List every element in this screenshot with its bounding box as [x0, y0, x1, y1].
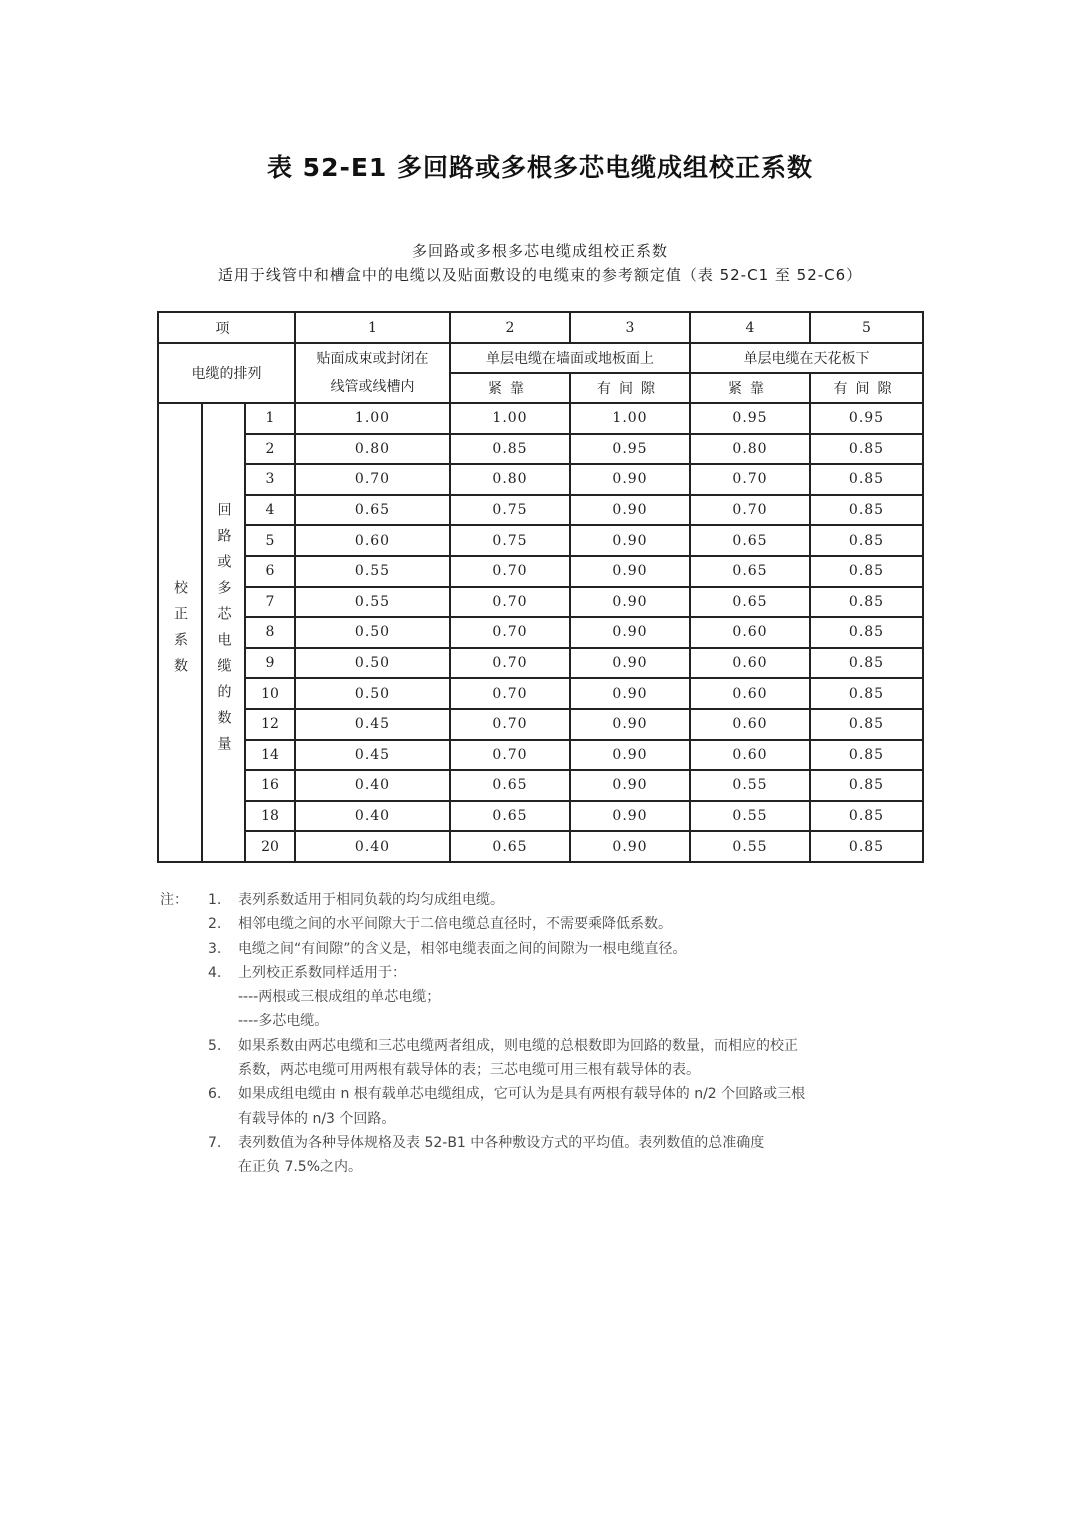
factor-cell: 0.90 — [570, 831, 690, 862]
factor-cell: 0.40 — [295, 770, 450, 801]
factor-cell: 0.65 — [295, 495, 450, 526]
factor-cell: 0.90 — [570, 464, 690, 495]
note-number — [208, 1155, 238, 1179]
factor-cell: 0.50 — [295, 678, 450, 709]
factor-cell: 0.75 — [450, 525, 570, 556]
factor-cell: 0.70 — [450, 740, 570, 771]
factor-cell: 0.65 — [690, 556, 810, 587]
factor-cell: 0.55 — [690, 770, 810, 801]
note-text: 系数，两芯电缆可用两根有载导体的表；三芯电缆可用三根有载导体的表。 — [238, 1062, 700, 1079]
notes-label: 注： — [160, 892, 188, 908]
factor-cell: 0.60 — [690, 709, 810, 740]
factor-cell: 0.90 — [570, 556, 690, 587]
wall-touching-header: 紧靠 — [450, 373, 570, 403]
cable-count: 12 — [245, 709, 295, 740]
factor-cell: 0.85 — [810, 709, 923, 740]
wall-floor-header: 单层电缆在墙面或地板面上 — [450, 343, 690, 373]
factor-cell: 0.55 — [690, 801, 810, 832]
cable-count: 8 — [245, 617, 295, 648]
cable-count: 7 — [245, 587, 295, 618]
factor-cell: 0.55 — [690, 831, 810, 862]
factor-cell: 0.70 — [295, 464, 450, 495]
note-line — [208, 888, 923, 912]
factor-cell: 0.95 — [690, 403, 810, 434]
factor-cell: 0.90 — [570, 770, 690, 801]
cable-count: 5 — [245, 525, 295, 556]
wall-spaced-header: 有间隙 — [570, 373, 690, 403]
factor-cell: 0.60 — [295, 525, 450, 556]
table-row — [158, 770, 923, 801]
note-line — [208, 937, 923, 961]
note-line — [208, 912, 923, 936]
note-line — [208, 1058, 923, 1082]
factor-cell: 0.95 — [570, 434, 690, 465]
count-label: 回路或多芯电缆的数量 — [202, 403, 245, 862]
table-row — [158, 648, 923, 679]
table-row — [158, 678, 923, 709]
factor-cell: 0.85 — [810, 464, 923, 495]
cable-count: 3 — [245, 464, 295, 495]
factor-cell: 0.80 — [690, 434, 810, 465]
factor-cell: 0.85 — [810, 587, 923, 618]
note-number — [208, 985, 238, 1009]
note-text: 表列系数适用于相同负载的均匀成组电缆。 — [238, 892, 504, 908]
factor-cell: 0.80 — [295, 434, 450, 465]
factor-cell: 0.90 — [570, 678, 690, 709]
factor-cell: 0.85 — [810, 617, 923, 648]
item-number-1: 1 — [295, 312, 450, 343]
cable-count: 18 — [245, 801, 295, 832]
factor-cell: 0.90 — [570, 648, 690, 679]
note-text: 上列校正系数同样适用于： — [238, 964, 406, 981]
cable-count: 4 — [245, 495, 295, 526]
note-number: 3. — [208, 940, 222, 957]
table-row — [158, 525, 923, 556]
table-row — [158, 831, 923, 862]
table-row — [158, 556, 923, 587]
cable-count: 1 — [245, 403, 295, 434]
factor-cell: 0.85 — [810, 740, 923, 771]
factor-cell: 1.00 — [450, 403, 570, 434]
factor-cell: 0.70 — [450, 709, 570, 740]
factor-cell: 0.90 — [570, 709, 690, 740]
note-line — [208, 1131, 923, 1155]
note-line — [208, 985, 923, 1009]
note-text: ----两根或三根成组的单芯电缆； — [238, 989, 441, 1006]
table-row — [158, 495, 923, 526]
note-line — [208, 1034, 923, 1058]
note-line — [208, 1155, 923, 1179]
note-number: 1. — [208, 892, 222, 908]
item-number-4: 4 — [690, 312, 810, 343]
note-text: 相邻电缆之间的水平间隙大于二倍电缆总直径时，不需要乘降低系数。 — [238, 916, 672, 933]
factor-cell: 0.65 — [690, 587, 810, 618]
cable-count: 16 — [245, 770, 295, 801]
factor-cell: 0.60 — [690, 617, 810, 648]
factor-cell: 0.65 — [450, 770, 570, 801]
factor-cell: 0.90 — [570, 617, 690, 648]
factor-cell: 0.85 — [810, 648, 923, 679]
item-number-3: 3 — [570, 312, 690, 343]
factor-cell: 1.00 — [570, 403, 690, 434]
item-header: 项 — [158, 312, 295, 343]
correction-factor-table — [157, 311, 924, 863]
note-text: 表列数值为各种导体规格及表 52-B1 中各种敷设方式的平均值。表列数值的总准确度 — [238, 1134, 765, 1151]
note-text: 有载导体的 n/3 个回路。 — [238, 1110, 396, 1127]
factor-cell: 0.50 — [295, 648, 450, 679]
note-line — [208, 961, 923, 985]
table-row — [158, 403, 923, 434]
factor-cell: 0.85 — [810, 678, 923, 709]
factor-cell: 0.55 — [295, 587, 450, 618]
note-line — [208, 1107, 923, 1131]
factor-cell: 0.40 — [295, 801, 450, 832]
factor-cell: 0.60 — [690, 678, 810, 709]
table-subtitle: 多回路或多根多芯电缆成组校正系数 — [411, 242, 668, 260]
factor-cell: 0.85 — [810, 434, 923, 465]
note-number: 2. — [208, 916, 222, 933]
table-row — [158, 709, 923, 740]
factor-cell: 0.65 — [450, 801, 570, 832]
factor-cell: 0.90 — [570, 495, 690, 526]
factor-cell: 0.70 — [450, 587, 570, 618]
factor-cell: 0.60 — [690, 648, 810, 679]
factor-cell: 0.90 — [570, 801, 690, 832]
factor-cell: 0.70 — [450, 617, 570, 648]
note-number: 7. — [208, 1134, 222, 1151]
factor-cell: 0.70 — [690, 495, 810, 526]
cable-count: 6 — [245, 556, 295, 587]
note-number — [208, 1107, 238, 1131]
table-row — [158, 587, 923, 618]
cable-count: 2 — [245, 434, 295, 465]
ceiling-spaced-header: 有间隙 — [810, 373, 923, 403]
factor-cell: 0.70 — [450, 556, 570, 587]
factor-cell: 0.75 — [450, 495, 570, 526]
factor-cell: 0.65 — [690, 525, 810, 556]
cable-count: 10 — [245, 678, 295, 709]
note-text: 如果系数由两芯电缆和三芯电缆两者组成，则电缆的总根数即为回路的数量，而相应的校正 — [238, 1037, 798, 1054]
arrangement-header: 电缆的排列 — [158, 343, 295, 403]
factor-cell: 0.70 — [450, 678, 570, 709]
factor-cell: 0.80 — [450, 464, 570, 495]
note-number: 6. — [208, 1086, 222, 1103]
item-number-5: 5 — [810, 312, 923, 343]
factor-cell: 0.45 — [295, 709, 450, 740]
factor-cell: 0.90 — [570, 587, 690, 618]
factor-cell: 0.90 — [570, 740, 690, 771]
cable-count: 14 — [245, 740, 295, 771]
factor-cell: 0.85 — [810, 801, 923, 832]
notes-list — [208, 888, 923, 1180]
factor-cell: 1.00 — [295, 403, 450, 434]
note-text: 在正负 7.5%之内。 — [238, 1159, 363, 1176]
table-row — [158, 801, 923, 832]
note-number: 5. — [208, 1037, 222, 1054]
factor-cell: 0.85 — [810, 831, 923, 862]
factor-cell: 0.85 — [810, 556, 923, 587]
factor-cell: 0.90 — [570, 525, 690, 556]
factor-cell: 0.85 — [810, 525, 923, 556]
note-text: 电缆之间“有间隙”的含义是，相邻电缆表面之间的间隙为一根电缆直径。 — [238, 940, 687, 957]
ceiling-touching-header: 紧靠 — [690, 373, 810, 403]
note-number — [208, 1009, 238, 1033]
factor-cell: 0.40 — [295, 831, 450, 862]
bunched-header: 贴面成束或封闭在线管或线槽内 — [295, 343, 450, 403]
factor-cell: 0.70 — [450, 648, 570, 679]
factor-label: 校正系数 — [158, 403, 202, 862]
factor-cell: 0.85 — [810, 495, 923, 526]
table-row — [158, 617, 923, 648]
factor-cell: 0.85 — [810, 770, 923, 801]
note-number: 4. — [208, 964, 222, 981]
note-text: 如果成组电缆由 n 根有载单芯电缆组成，它可认为是具有两根有载导体的 n/2 个回路或三根 — [238, 1086, 806, 1103]
table-row — [158, 740, 923, 771]
table-row — [158, 464, 923, 495]
item-number-2: 2 — [450, 312, 570, 343]
factor-cell: 0.45 — [295, 740, 450, 771]
factor-cell: 0.70 — [690, 464, 810, 495]
ceiling-header: 单层电缆在天花板下 — [690, 343, 923, 373]
factor-cell: 0.50 — [295, 617, 450, 648]
page-title: 表 52-E1 多回路或多根多芯电缆成组校正系数 — [266, 153, 814, 182]
table-row — [158, 434, 923, 465]
note-line — [208, 1082, 923, 1106]
note-line — [208, 1009, 923, 1033]
factor-cell: 0.65 — [450, 831, 570, 862]
cable-count: 20 — [245, 831, 295, 862]
table-scope-note: 适用于线管中和槽盒中的电缆以及贴面敷设的电缆束的参考额定值（表 52-C1 至 52-C6） — [217, 266, 863, 284]
note-number — [208, 1058, 238, 1082]
factor-cell: 0.60 — [690, 740, 810, 771]
factor-cell: 0.55 — [295, 556, 450, 587]
factor-cell: 0.95 — [810, 403, 923, 434]
note-text: ----多芯电缆。 — [238, 1013, 329, 1030]
cable-count: 9 — [245, 648, 295, 679]
factor-cell: 0.85 — [450, 434, 570, 465]
